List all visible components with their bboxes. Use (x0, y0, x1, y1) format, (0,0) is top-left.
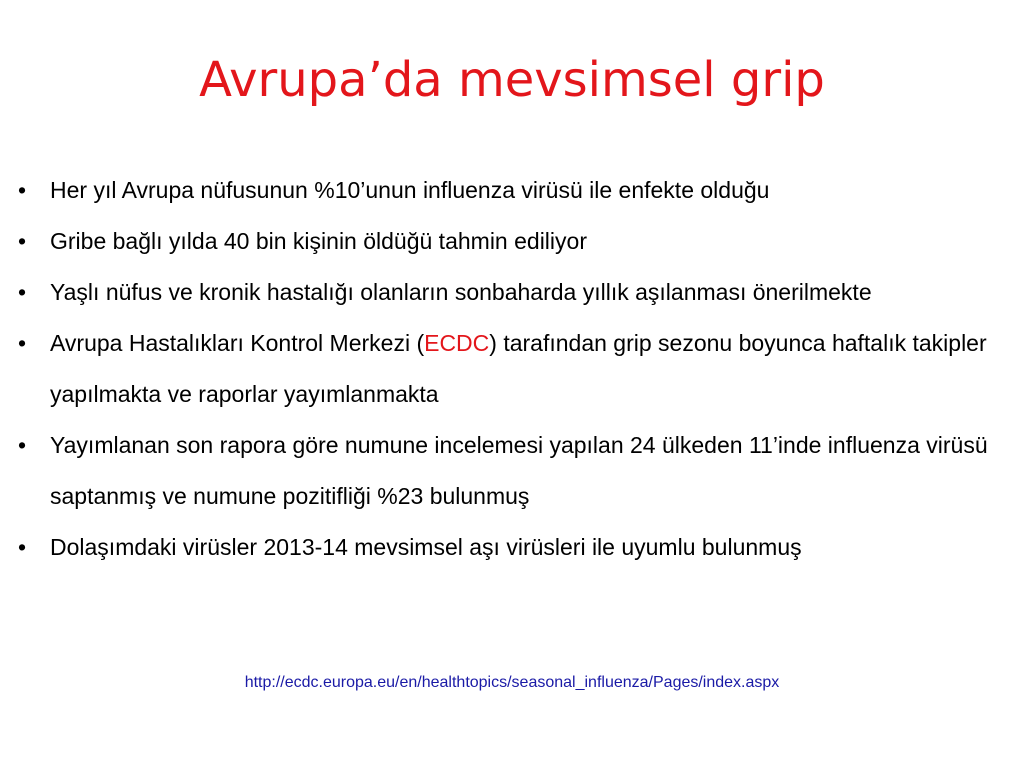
source-link[interactable]: http://ecdc.europa.eu/en/healthtopics/seasonal_influenza/Pages/index.aspx (244, 674, 780, 691)
bullet-text: Yayımlanan son rapora göre numune incelemesi yapılan 24 ülkeden 11’inde influenza virüsü saptanmış ve numune pozitifliği %23 bulunmuş (50, 432, 988, 509)
bullet-item (18, 318, 1018, 420)
bullet-icon: • (18, 279, 27, 305)
bullet-text-before: Avrupa Hastalıkları Kontrol Merkezi ( (50, 330, 425, 356)
bullet-item (18, 216, 1018, 267)
bullet-icon: • (18, 534, 27, 560)
bullet-icon: • (18, 228, 27, 254)
bullet-item (18, 267, 1018, 318)
bullet-icon: • (18, 330, 27, 356)
ecdc-highlight: ECDC (424, 330, 490, 356)
bullet-text: Her yıl Avrupa nüfusunun %10’unun influenza virüsü ile enfekte olduğu (50, 177, 770, 203)
bullet-item (18, 522, 1018, 573)
bullet-text: Gribe bağlı yılda 40 bin kişinin öldüğü tahmin ediliyor (50, 228, 587, 254)
bullet-item (18, 165, 1018, 216)
bullet-text-after: ) tarafından grip sezonu boyunca haftalık takipler yapılmakta ve raporlar yayımlanmakta (50, 330, 987, 407)
bullet-icon: • (18, 177, 27, 203)
bullet-icon: • (18, 432, 27, 458)
slide-title: Avrupa’da mevsimsel grip (199, 52, 825, 108)
bullet-text: Yaşlı nüfus ve kronik hastalığı olanların sonbaharda yıllık aşılanması önerilmekte (50, 279, 872, 305)
bullet-item (18, 420, 1018, 522)
bullet-list (18, 165, 1018, 573)
bullet-text: Dolaşımdaki virüsler 2013-14 mevsimsel aşı virüsleri ile uyumlu bulunmuş (50, 534, 802, 560)
